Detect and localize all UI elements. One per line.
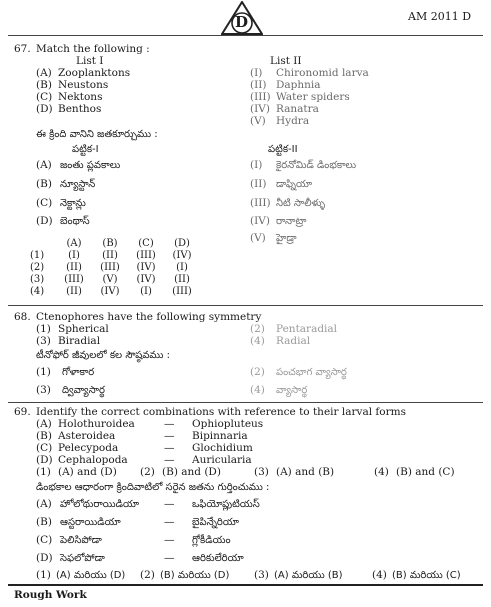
q69-pair-right: Auricularia <box>192 454 252 466</box>
q69-telugu-pair-label: (A) <box>36 498 52 510</box>
q67-options-table <box>30 237 200 297</box>
q69-telugu-option-text: (B) మరియు (D) <box>160 570 230 581</box>
q67-prompt: Match the following : <box>36 43 150 55</box>
q68-option-num[interactable]: (3) <box>36 335 51 347</box>
q67-option-row[interactable] <box>30 285 200 297</box>
q68-option-num[interactable]: (1) <box>36 323 51 335</box>
q69-telugu-option-text: (A) మరియు (D) <box>56 570 126 581</box>
q69-telugu-option-num[interactable]: (4) <box>372 569 387 581</box>
q67-telugu-list1-text: నెక్టాన్లు <box>60 198 86 209</box>
q67-col-header: (D) <box>174 237 190 249</box>
q68-telugu-option-text: ద్వివ్యాసార్థ <box>62 385 105 396</box>
q68-telugu-option-num[interactable]: (2) <box>250 366 265 378</box>
q68-telugu-option-text: గోళాకార <box>62 367 95 378</box>
q67-list1-label: (B) <box>36 79 52 91</box>
q67-list1-label: (A) <box>36 67 52 79</box>
q67-option-num: (2) <box>30 261 45 273</box>
q69-pair-label: (A) <box>36 418 52 430</box>
q69-telugu-pair-right: ఆరికులేరియా <box>192 553 244 564</box>
q67-telugu-list1-label: (D) <box>36 215 53 227</box>
q67-option-cell: (IV) <box>136 261 156 273</box>
q67-list1-text: Nektons <box>58 91 103 103</box>
q67-list1-label: (D) <box>36 103 53 115</box>
q67-telugu-list2-title: పట్టిక-II <box>268 144 298 155</box>
q68-number: 68. <box>14 311 31 323</box>
q67-list2-text: Ranatra <box>276 103 319 115</box>
q69-option-num[interactable]: (4) <box>374 466 389 478</box>
q69-telugu-option-text: (B) మరియు (C) <box>392 570 461 581</box>
q69-telugu-pair-right: బైపిన్నేరియా <box>192 517 239 528</box>
q69-telugu-option-num[interactable]: (3) <box>254 569 269 581</box>
q67-telugu-list1-text: జంతు ప్లవకాలు <box>60 160 121 171</box>
q67-list2-label: (II) <box>250 79 267 91</box>
rough-work-rule <box>8 584 483 586</box>
q68-option-text: Biradial <box>58 335 101 347</box>
q67-option-cell: (II) <box>66 285 82 297</box>
q67-list2-text: Daphnia <box>276 79 321 91</box>
q69-pair-left: Pelecypoda <box>58 442 119 454</box>
q67-list2-label: (I) <box>250 67 263 79</box>
q67-option-cell: (I) <box>140 285 152 297</box>
q67-list1-text: Benthos <box>58 103 102 115</box>
q67-list2-text: Chironomid larva <box>276 67 369 79</box>
q69-pair-dash: — <box>164 418 175 430</box>
q67-telugu-list2-text: రానాట్రా <box>276 216 307 227</box>
q69-telugu-pair-left: ఆస్టరాయిడియా <box>60 517 121 528</box>
q68-option-num[interactable]: (4) <box>250 335 265 347</box>
q69-telugu-prompt: డింభకాల ఆధారంగా క్రిందివాటిలో సరైన జతను గుర్తించుము : <box>36 482 270 493</box>
q68-prompt: Ctenophores have the following symmetry <box>36 311 262 323</box>
q69-pair-label: (C) <box>36 442 53 454</box>
paper-code: AM 2011 D <box>408 10 472 23</box>
q69-option-num[interactable]: (2) <box>140 466 155 478</box>
q67-telugu-list1-title: పట్టిక-I <box>72 144 99 155</box>
q67-list2-label: (V) <box>250 115 266 127</box>
q69-pair-label: (D) <box>36 454 53 466</box>
q67-option-cell: (III) <box>136 249 156 261</box>
q67-list1-title: List I <box>76 55 104 67</box>
q67-telugu-list2-text: హైడ్రా <box>276 233 297 244</box>
q67-option-cell: (III) <box>172 285 192 297</box>
q69-pair-dash: — <box>164 442 175 454</box>
q69-telugu-pair-right: గ్లోకీడియం <box>192 535 231 546</box>
q67-list1-text: Zooplanktons <box>58 67 131 79</box>
q67-telugu-list1-label: (C) <box>36 197 53 209</box>
q67-telugu-list2-label: (I) <box>250 159 263 171</box>
q67-option-cell: (II) <box>174 273 190 285</box>
q67-list1-text: Neustons <box>58 79 109 91</box>
q67-col-header: (B) <box>102 237 118 249</box>
q69-telugu-pair-dash: — <box>164 552 175 564</box>
q68-telugu-option-text: వ్యాసార్థ <box>276 385 308 396</box>
q67-telugu-list1-text: బెంథాస్ <box>60 216 90 227</box>
q69-telugu-option-num[interactable]: (2) <box>140 569 155 581</box>
q68-telugu-option-num[interactable]: (4) <box>250 384 265 396</box>
q67-telugu-list2-text: నీటి సాలీళ్ళు <box>276 198 326 209</box>
q69-option-text: (A) and (B) <box>276 466 335 478</box>
q67-telugu-list2-label: (III) <box>250 197 271 209</box>
set-letter: D <box>235 13 249 31</box>
q69-pair-right: Ophiopluteus <box>192 418 264 430</box>
q67-telugu-list1-label: (A) <box>36 159 52 171</box>
q68-option-num[interactable]: (2) <box>250 323 265 335</box>
q69-telugu-pair-dash: — <box>164 516 175 528</box>
q67-list1-label: (C) <box>36 91 53 103</box>
q69-pair-left: Cephalopoda <box>58 454 128 466</box>
q68-telugu-option-text: పంచభాగ వ్యాసార్థ <box>276 367 347 378</box>
q67-option-num: (3) <box>30 273 45 285</box>
q69-telugu-option-num[interactable]: (1) <box>36 569 51 581</box>
q67-list2-title: List II <box>270 55 302 67</box>
q67-list2-text: Hydra <box>276 115 310 127</box>
q67-option-num: (4) <box>30 285 45 297</box>
q67-col-header: (C) <box>138 237 154 249</box>
q68-divider <box>8 402 483 403</box>
q68-telugu-prompt: టీనోఫోర్ జీవులలో కల సౌష్ఠవము : <box>36 350 171 361</box>
q69-option-text: (A) and (D) <box>58 466 117 478</box>
q69-pair-dash: — <box>164 430 175 442</box>
q67-option-cell: (III) <box>64 273 84 285</box>
q68-option-text: Radial <box>276 335 311 347</box>
q67-list2-label: (IV) <box>250 103 270 115</box>
q67-telugu-list2-label: (IV) <box>250 215 270 227</box>
q67-option-cell: (IV) <box>136 273 156 285</box>
q67-option-row[interactable] <box>30 249 200 261</box>
q67-option-cell: (V) <box>102 273 118 285</box>
q69-option-num[interactable]: (3) <box>254 466 269 478</box>
q69-option-text: (B) and (D) <box>162 466 221 478</box>
q69-option-text: (B) and (C) <box>396 466 455 478</box>
q67-option-cell: (I) <box>176 261 188 273</box>
q69-telugu-pair-dash: — <box>164 534 175 546</box>
q68-telugu-option-num[interactable]: (3) <box>36 384 51 396</box>
q69-pair-left: Asteroidea <box>58 430 116 442</box>
q67-option-cell: (I) <box>68 249 80 261</box>
q67-option-row[interactable] <box>30 261 200 273</box>
q69-telugu-pair-label: (D) <box>36 552 53 564</box>
q67-telugu-list1-label: (B) <box>36 178 52 190</box>
rough-work-label: Rough Work <box>14 589 87 601</box>
q67-list2-label: (III) <box>250 91 271 103</box>
q67-list2-text: Water spiders <box>276 91 350 103</box>
q67-divider <box>8 305 483 306</box>
q67-options-header <box>30 237 200 249</box>
q67-telugu-list1-text: న్యూస్టాన్ <box>60 179 96 190</box>
q67-option-cell: (II) <box>66 261 82 273</box>
q67-telugu-list2-label: (II) <box>250 178 267 190</box>
q69-telugu-pair-dash: — <box>164 498 175 510</box>
q69-number: 69. <box>14 406 31 418</box>
q69-option-num[interactable]: (1) <box>36 466 51 478</box>
q67-col-header: (A) <box>66 237 82 249</box>
q67-option-cell: (IV) <box>172 249 192 261</box>
q69-telugu-pair-left: సెఫలోపోడా <box>60 553 105 564</box>
q67-telugu-list2-text: కైరనోమిడ్ డింభకాలు <box>276 160 357 171</box>
q67-option-cell: (II) <box>102 249 118 261</box>
q69-pair-dash: — <box>164 454 175 466</box>
header-rule <box>8 35 483 36</box>
q69-pair-left: Holothuroidea <box>58 418 135 430</box>
q69-telugu-pair-left: పెలిసిపోడా <box>60 535 102 546</box>
q69-pair-right: Glochidium <box>192 442 253 454</box>
q68-telugu-option-num[interactable]: (1) <box>36 366 51 378</box>
q69-telugu-pair-right: ఒఫియోప్లుటియస్ <box>192 499 260 510</box>
q67-option-row[interactable] <box>30 273 200 285</box>
q69-telugu-pair-label: (C) <box>36 534 53 546</box>
q69-pair-right: Bipinnaria <box>192 430 248 442</box>
q69-pair-label: (B) <box>36 430 52 442</box>
q67-option-cell: (IV) <box>100 285 120 297</box>
q69-telugu-pair-label: (B) <box>36 516 52 528</box>
q68-option-text: Spherical <box>58 323 109 335</box>
q67-option-cell: (III) <box>100 261 120 273</box>
q69-telugu-pair-left: హోలోథురాయిడియా <box>60 499 140 510</box>
q67-option-num: (1) <box>30 249 45 261</box>
q69-telugu-option-text: (A) మరియు (B) <box>274 570 343 581</box>
q68-option-text: Pentaradial <box>276 323 338 335</box>
q67-telugu-list2-text: డాఫ్నియా <box>276 179 313 190</box>
q67-telugu-prompt: ఈ క్రింది వానిని జతకూర్చుము : <box>36 129 158 140</box>
set-badge <box>221 1 263 35</box>
q67-telugu-list2-label: (V) <box>250 232 266 244</box>
q67-number: 67. <box>14 43 31 55</box>
q69-prompt: Identify the correct combinations with reference to their larval forms <box>36 406 406 418</box>
